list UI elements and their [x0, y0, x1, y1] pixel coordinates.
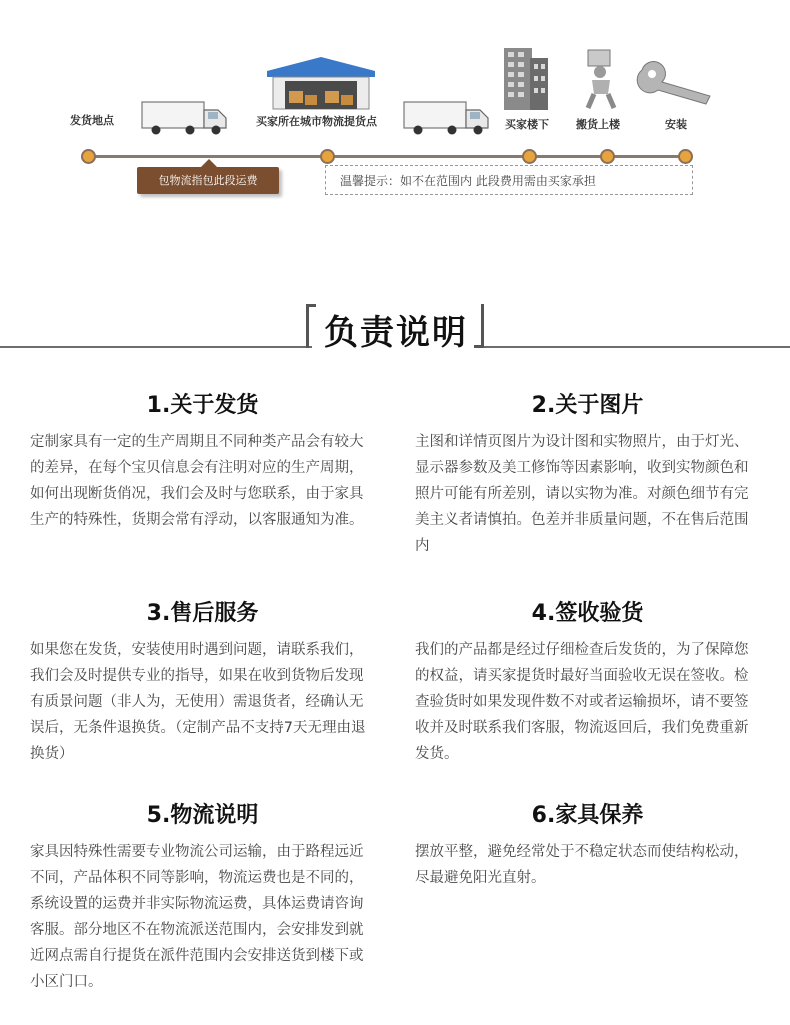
header-bracket-right — [474, 304, 484, 348]
stage-label-downstairs: 买家楼下 — [505, 118, 549, 131]
section-maintenance — [415, 798, 760, 891]
section-inspection — [415, 596, 760, 767]
section-body: 如果您在发货，安装使用时遇到问题，请联系我们，我们会及时提供专业的指导，如果在收到货物后发现有质景问题（非人为，无使用）需退货者，经确认无误后，无条件退换货。（定制产品不支持7天无理由退换货） — [30, 642, 366, 762]
section-title: 2.关于图片 — [531, 393, 644, 418]
stage-label-pickup-point: 买家所在城市物流提货点 — [256, 115, 377, 128]
section-body: 摆放平整，避免经常处于不稳定状态而使结构松动，尽最避免阳光直射。 — [415, 844, 749, 886]
truck-icon — [402, 100, 492, 136]
truck-icon — [140, 100, 230, 136]
section-title: 3.售后服务 — [146, 601, 259, 626]
logistics-banner — [0, 0, 790, 240]
stage-label-origin: 发货地点 — [70, 114, 114, 127]
section-title: 6.家具保养 — [531, 803, 644, 828]
section-title: 5.物流说明 — [146, 803, 259, 828]
mover-icon — [578, 48, 628, 110]
warehouse-icon — [265, 55, 377, 110]
section-title: 4.签收验货 — [531, 601, 644, 626]
timeline-dot — [678, 149, 693, 164]
building-icon — [500, 42, 552, 112]
stage-label-upstairs: 搬货上楼 — [576, 118, 620, 131]
wrench-icon — [636, 56, 718, 108]
package-note: 包物流指包此段运费 — [137, 167, 279, 194]
section-images — [415, 388, 760, 559]
timeline-dot — [320, 149, 335, 164]
page-title: 负责说明 — [324, 313, 468, 353]
section-title: 1.关于发货 — [146, 393, 259, 418]
shipping-tip: 温馨提示：如不在范围内 此段费用需由买家承担 — [325, 165, 693, 195]
section-shipping — [30, 388, 375, 533]
section-body: 家具因特殊性需要专业物流公司运输，由于路程远近不同，产品体积不同等影响，物流运费也是不同的，系统设置的运费并非实际物流运费，具体运费请咨询客服。部分地区不在物流派送范围内，会安排发到就近网点需自行提货在派件范围内会安排送货到楼下或小区门口。 — [30, 844, 364, 990]
section-after-sales — [30, 596, 375, 767]
header-bracket-left — [306, 304, 316, 348]
timeline-dot — [522, 149, 537, 164]
timeline-dot — [600, 149, 615, 164]
section-body: 主图和详情页图片为设计图和实物照片，由于灯光、显示器参数及美工修饰等因素影响，收到实物颜色和照片可能有所差别，请以实物为准。对颜色细节有完美主义者请慎拍。色差并非质量问题，不在售后范围内 — [415, 434, 749, 554]
timeline-dot — [81, 149, 96, 164]
header-divider-left — [0, 346, 312, 348]
stage-label-install: 安装 — [665, 118, 687, 131]
section-logistics — [30, 798, 375, 995]
header-divider-right — [478, 346, 790, 348]
timeline-line — [88, 155, 688, 158]
section-body: 定制家具有一定的生产周期且不同种类产品会有较大的差异，在每个宝贝信息会有注明对应的生产周期，如何出现断货俏况，我们会及时与您联系，由于家具生产的特殊性，货期会常有浮动，以客服通知为准。 — [30, 434, 364, 528]
section-body: 我们的产品都是经过仔细检查后发货的，为了保障您的权益，请买家提货时最好当面验收无误在签收。检查验货时如果发现件数不对或者运输损坏，请不要签收并及时联系我们客服，物流返回后，我们免费重新发货。 — [415, 642, 749, 762]
